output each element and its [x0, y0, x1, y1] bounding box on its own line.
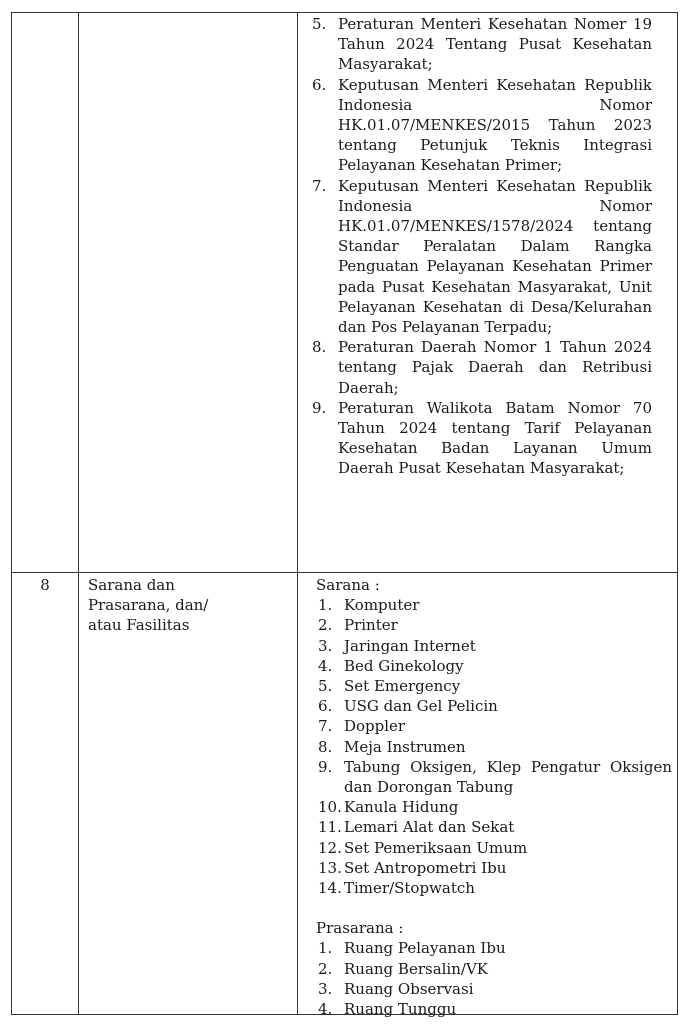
service-standard-table [11, 12, 678, 1019]
component-line: Prasarana, dan/ [88, 596, 209, 615]
item-text: USG dan Gel Pelicin [344, 697, 498, 716]
item-text: Tabung Oksigen, Klep Pengatur Oksigen dan Dorongan Tabung [344, 757, 672, 797]
item-number: 14. [318, 879, 342, 898]
sarana-item [316, 817, 672, 837]
item-number: 5. [318, 677, 333, 696]
sarana-item [316, 757, 672, 797]
item-number: 2. [318, 959, 333, 978]
item-text: Set Pemeriksaan Umum [344, 838, 528, 857]
item-text: Komputer [344, 596, 420, 615]
item-text: Set Emergency [344, 677, 461, 696]
item-text: Keputusan Menteri Kesehatan Republik Indonesia Nomor HK.01.07/MENKES/2015 Tahun 2023 tentang Petunjuk Teknis Integrasi Pelayanan Kesehatan Primer; [338, 75, 652, 175]
item-number: 12. [318, 838, 342, 857]
item-number: 11. [318, 818, 342, 837]
item-number: 3. [318, 979, 333, 998]
item-text: Timer/Stopwatch [344, 879, 475, 898]
item-text: Ruang Pelayanan Ibu [344, 939, 506, 958]
sarana-item [316, 615, 672, 635]
item-text: Ruang Observasi [344, 979, 474, 998]
item-number: 9. [318, 757, 333, 776]
item-text: Ruang Tunggu [344, 1000, 457, 1019]
sarana-item [316, 595, 672, 615]
item-text: Jaringan Internet [344, 636, 476, 655]
sarana-item [316, 676, 672, 696]
legal-item [310, 14, 652, 75]
row-number: 8 [40, 576, 50, 594]
item-number: 2. [318, 616, 333, 635]
item-text: Kanula Hidung [344, 798, 459, 817]
prasarana-item [316, 938, 672, 958]
item-number: 7. [312, 176, 327, 195]
component-line: atau Fasilitas [88, 616, 190, 635]
legal-item [310, 75, 652, 176]
item-text: Keputusan Menteri Kesehatan Republik Indonesia Nomor HK.01.07/MENKES/1578/2024 tentang Standar Peralatan Dalam Rangka Penguatan Pelayanan Kesehatan Primer pada Pusat Kesehatan Masyarakat, Unit Pelayanan Kesehatan di Desa/Kelurahan dan Pos Pelayanan Terpadu; [338, 176, 652, 337]
item-number: 7. [318, 717, 333, 736]
item-text: Doppler [344, 717, 406, 736]
item-number: 8. [312, 338, 327, 357]
item-text: Printer [344, 616, 398, 635]
column-divider-1 [78, 13, 79, 1014]
item-number: 6. [312, 75, 327, 94]
legal-item [310, 176, 652, 338]
item-text: Peraturan Menteri Kesehatan Nomer 19 Tahun 2024 Tentang Pusat Kesehatan Masyarakat; [338, 15, 652, 74]
item-number: 1. [318, 596, 333, 615]
item-number: 9. [312, 398, 327, 417]
item-number: 8. [318, 737, 333, 756]
facilities-cell [316, 575, 672, 1019]
item-number: 4. [318, 1000, 333, 1019]
sarana-item [316, 838, 672, 858]
item-text: Lemari Alat dan Sekat [344, 818, 515, 837]
sarana-item [316, 797, 672, 817]
item-number: 3. [318, 636, 333, 655]
item-number: 1. [318, 939, 333, 958]
prasarana-item [316, 959, 672, 979]
item-text: Set Antropometri Ibu [344, 858, 507, 877]
prasarana-heading: Prasarana : [316, 919, 404, 938]
component-name [88, 575, 293, 636]
item-number: 5. [312, 15, 327, 33]
legal-basis-cell [310, 14, 652, 479]
item-text: Meja Instrumen [344, 737, 466, 756]
row-divider [12, 572, 677, 573]
item-text: Ruang Bersalin/VK [344, 959, 488, 978]
sarana-heading: Sarana : [316, 576, 380, 594]
sarana-item [316, 878, 672, 898]
prasarana-list [316, 938, 672, 1019]
spacer [316, 898, 672, 918]
sarana-item [316, 858, 672, 878]
item-text: Peraturan Daerah Nomor 1 Tahun 2024 tentang Pajak Daerah dan Retribusi Daerah; [338, 338, 652, 397]
legal-item [310, 398, 652, 479]
legal-item [310, 337, 652, 398]
legal-basis-list [310, 14, 652, 479]
prasarana-item [316, 999, 672, 1019]
column-divider-2 [297, 13, 298, 1014]
item-number: 13. [318, 858, 342, 877]
sarana-list [316, 595, 672, 898]
sarana-item [316, 716, 672, 736]
item-text: Peraturan Walikota Batam Nomor 70 Tahun 2024 tentang Tarif Pelayanan Kesehatan Badan Layanan Umum Daerah Pusat Kesehatan Masyarakat; [338, 398, 652, 478]
sarana-item [316, 737, 672, 757]
component-line: Sarana dan [88, 576, 175, 594]
item-number: 6. [318, 697, 333, 716]
sarana-item [316, 696, 672, 716]
item-text: Bed Ginekology [344, 656, 464, 675]
prasarana-item [316, 979, 672, 999]
item-number: 4. [318, 656, 333, 675]
sarana-item [316, 636, 672, 656]
sarana-item [316, 656, 672, 676]
item-number: 10. [318, 798, 342, 817]
